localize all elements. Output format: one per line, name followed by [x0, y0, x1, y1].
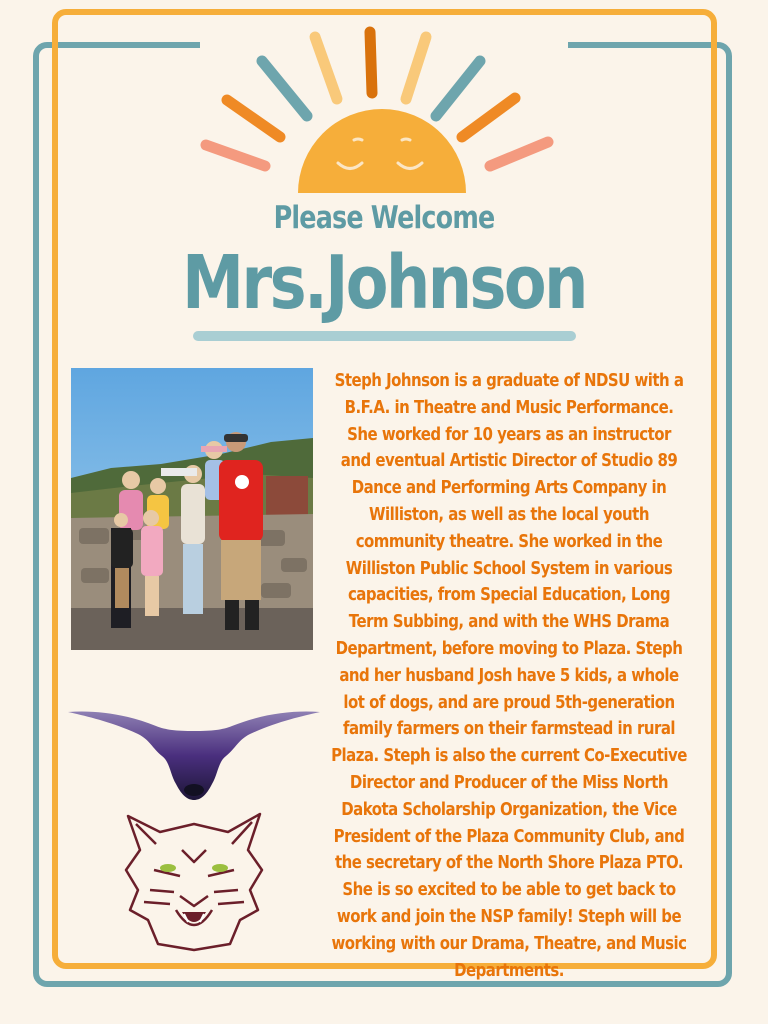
bio-paragraph: Steph Johnson is a graduate of NDSU with a B.F.A. in Theatre and Music Performance. She worked for 10 years as an instructor and eventual Artistic Director of Studio 89 Dance and Performing Arts Company in Williston, as well as the local youth community theatre. She worked in the Williston Public School System in various capacities, from Special Education, Long Term Subbing, and with the WHS Drama Department, before moving to Plaza. Steph and her husband Josh have 5 kids, a whole lot of dogs, and are proud 5th-generation family farmers on their farmstead in rural Plaza. Steph is also the current Co-Executive Director and Producer of the Miss North Dakota Scholarship Organization, the Vice President of the Plaza Community Club, and the secretary of the North Shore Plaza PTO. She is so excited to be able to get back to work and join the NSP family! Steph will be working with our Drama, Theatre, and Music Departments. [331, 371, 687, 981]
teacher-name-heading: Mrs.Johnson [182, 240, 586, 326]
longhorn-icon [66, 700, 322, 804]
heading-underline [193, 331, 576, 341]
wildcat-icon [120, 810, 268, 952]
sun-icon [190, 20, 570, 200]
welcome-heading: Please Welcome [273, 200, 495, 236]
family-photo [71, 368, 313, 650]
